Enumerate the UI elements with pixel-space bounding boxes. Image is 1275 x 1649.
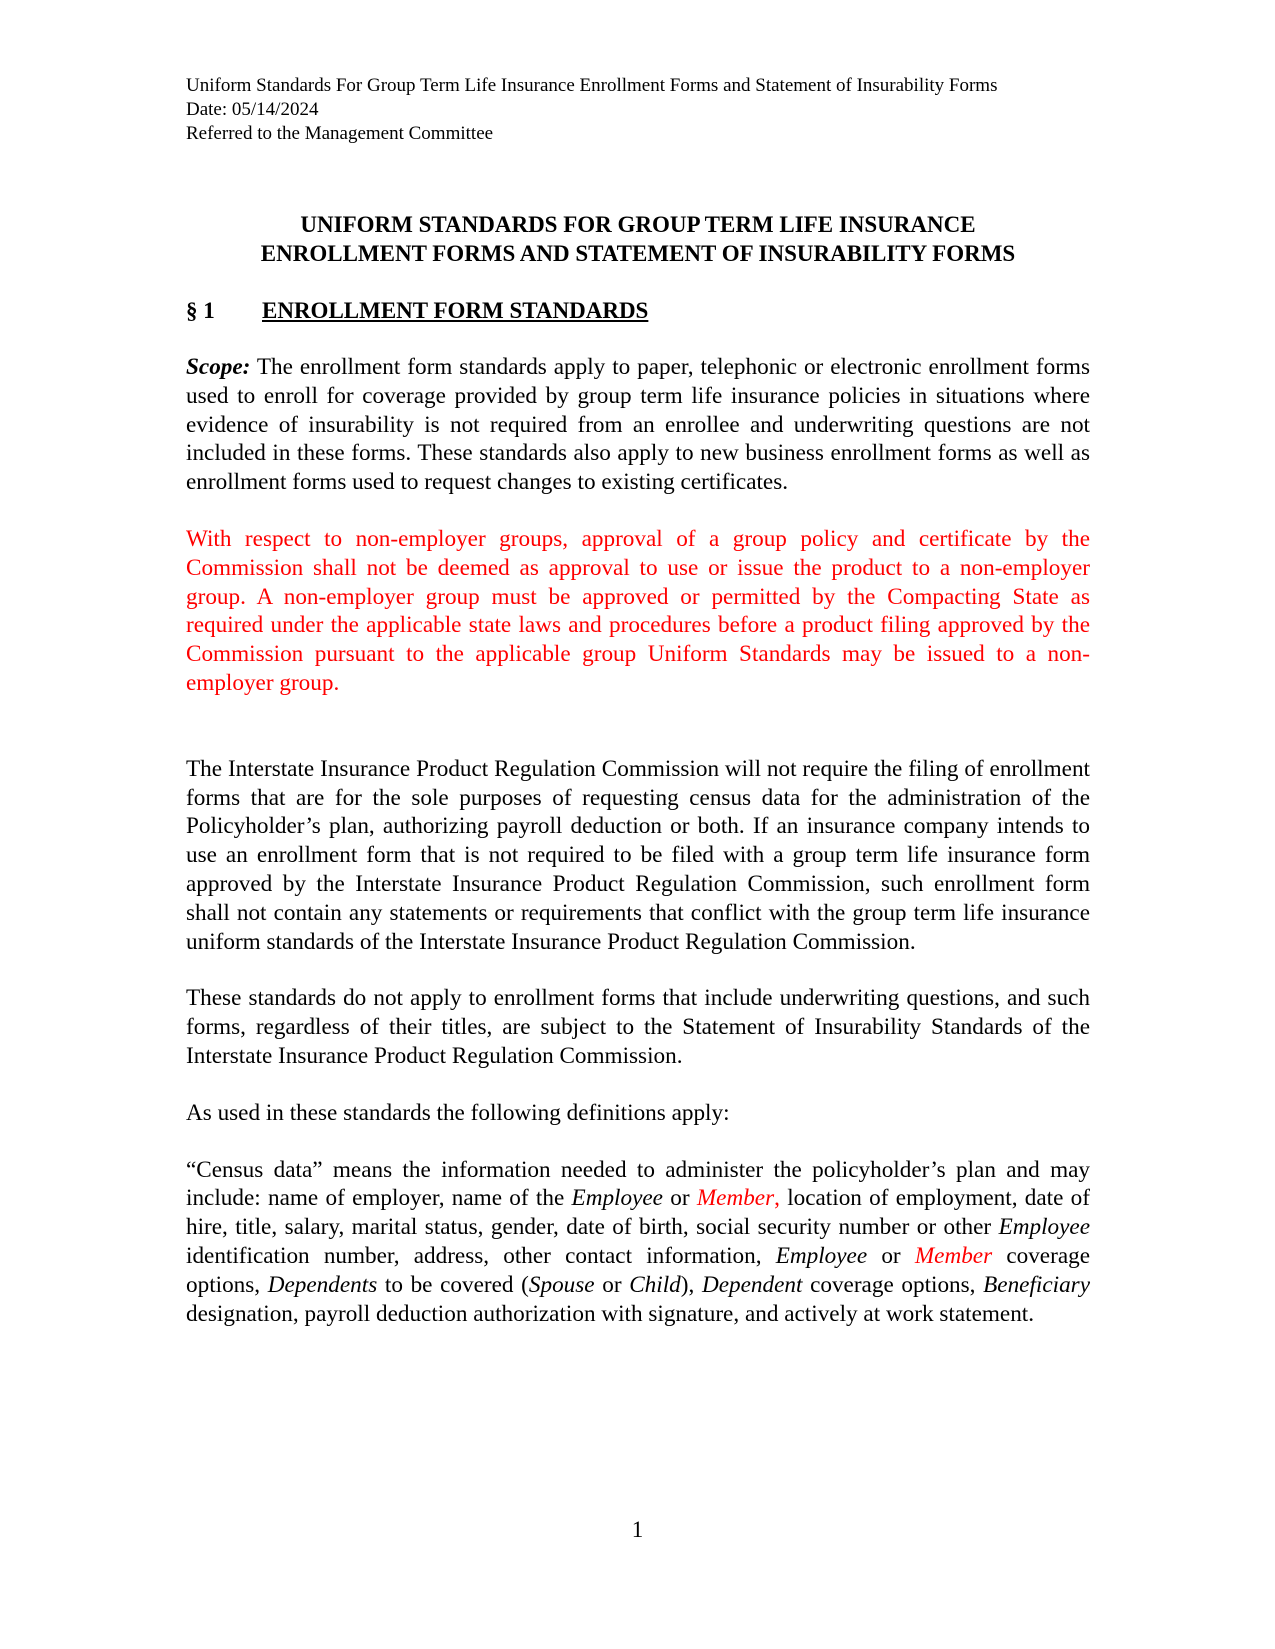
document-header [186, 74, 1090, 146]
term-employee: Employee [775, 1242, 868, 1269]
census-text: coverage options, [802, 1271, 984, 1298]
not-apply-paragraph: These standards do not apply to enrollment forms that include underwriting questions, and such forms, regardless of their titles, are subject to the Statement of Insurability Standards of the Interstate Insurance Product Regulation Commission. [186, 985, 1090, 1069]
census-text: to be covered ( [377, 1271, 529, 1298]
page-number: 1 [631, 1517, 644, 1542]
term-beneficiary: Beneficiary [983, 1271, 1090, 1298]
section-title: ENROLLMENT FORM STANDARDS [262, 298, 649, 323]
term-employee: Employee [998, 1214, 1090, 1241]
title-line-1: UNIFORM STANDARDS FOR GROUP TERM LIFE INSURANCE [300, 212, 976, 237]
term-employee: Employee [571, 1185, 663, 1212]
title-line-2: ENROLLMENT FORMS AND STATEMENT OF INSURABILITY FORMS [260, 241, 1016, 266]
census-text: “Census data” means the information needed to administer the policyholder’s plan and may include: name of employer, name of the [186, 1156, 1090, 1212]
header-referral: Referred to the Management Committee [186, 123, 494, 144]
document-title [186, 210, 1090, 268]
document-page [186, 74, 1090, 1328]
header-date: Date: 05/14/2024 [186, 99, 319, 120]
census-data-definition [186, 1156, 1090, 1329]
census-red-comma: , [774, 1185, 780, 1212]
term-dependents: Dependents [267, 1271, 378, 1298]
non-employer-paragraph: With respect to non-employer groups, approval of a group policy and certificate by the Commission shall not be deemed as approval to use or issue the product to a non-employer group. A non-employer group must be approved or permitted by the Compacting State as required under the applicable state laws and procedures before a product filing approved by the Commission pursuant to the applicable group Uniform Standards may be issued to a non-employer group. [186, 525, 1090, 696]
term-dependent: Dependent [701, 1271, 803, 1298]
scope-text: The enrollment form standards apply to paper, telephonic or electronic enrollment forms used to enroll for coverage provided by group term life insurance policies in situations where evidence of insurability is not required from an enrollee and underwriting questions are not included in these forms. These standards also apply to new business enrollment forms as well as enrollment forms used to request changes to existing certificates. [186, 354, 1090, 496]
scope-label: Scope: [186, 354, 251, 380]
census-text: ), [680, 1271, 702, 1298]
census-text: identification number, address, other contact information, [186, 1242, 776, 1269]
census-text: location of employment, date of hire, title, salary, marital status, gender, date of birth, social security number or other [186, 1185, 1090, 1241]
term-member: Member [696, 1185, 775, 1212]
term-spouse: Spouse [528, 1271, 595, 1298]
section-heading [186, 296, 1090, 325]
definitions-intro: As used in these standards the following definitions apply: [186, 1099, 730, 1126]
iiprc-filing-paragraph: The Interstate Insurance Product Regulation Commission will not require the filing of enrollment forms that are for the sole purposes of requesting census data for the administration of the Policyholder’s plan, authorizing payroll deduction or both. If an insurance company intends to use an enrollment form that is not required to be filed with a group term life insurance form approved by the Interstate Insurance Product Regulation Commission, such enrollment form shall not contain any statements or requirements that conflict with the group term life insurance uniform standards of the Interstate Insurance Product Regulation Commission. [186, 755, 1090, 955]
census-text: coverage options, [186, 1242, 1090, 1298]
census-text: designation, payroll deduction authorization with signature, and actively at work statement. [186, 1300, 1035, 1327]
census-text: or [594, 1271, 630, 1298]
term-child: Child [629, 1271, 681, 1298]
census-text: or [662, 1185, 697, 1212]
section-number: § 1 [186, 298, 215, 323]
scope-paragraph [186, 353, 1090, 497]
header-title: Uniform Standards For Group Term Life Insurance Enrollment Forms and Statement of Insurability Forms [186, 75, 998, 96]
census-text: or [867, 1242, 915, 1269]
term-member: Member [914, 1242, 993, 1269]
